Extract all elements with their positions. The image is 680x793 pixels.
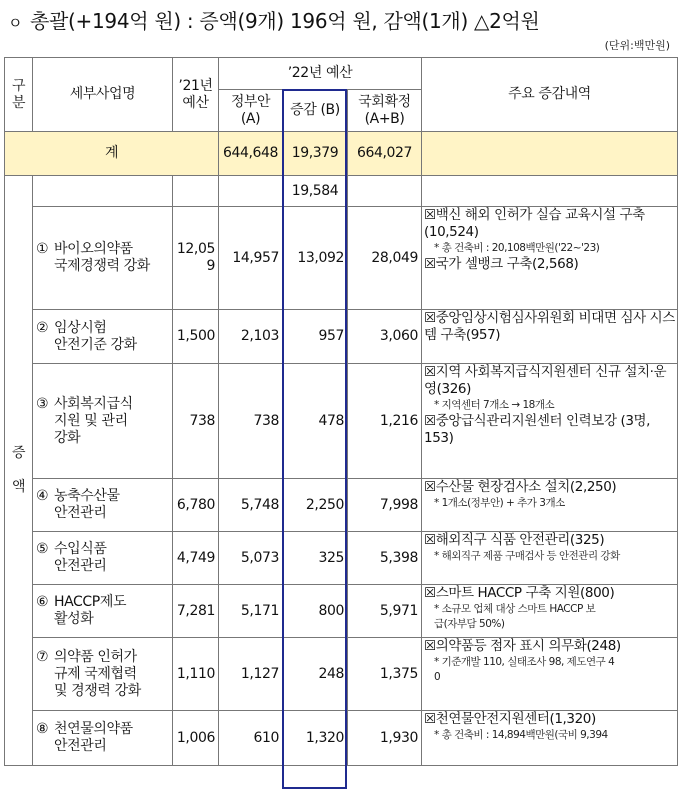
- cell-gov: 1,127: [219, 638, 283, 711]
- description-note: * 총 건축비 : 14,894백만원(국비 9,394: [434, 729, 608, 741]
- total-desc: [422, 132, 678, 176]
- cell-gov: 738: [219, 364, 283, 479]
- cell-change: 957: [283, 310, 348, 364]
- cell-final: 5,398: [348, 532, 422, 585]
- cell-gov: 5,748: [219, 479, 283, 532]
- cell-final: 1,930: [348, 711, 422, 766]
- cell-final: 7,998: [348, 479, 422, 532]
- header-final: 국회확정 (A+B): [348, 90, 422, 132]
- project-name-line: 바이오의약품: [54, 241, 133, 257]
- cell-change: 248: [283, 638, 348, 711]
- description-line: ☒국가 셀뱅크 구축(2,568): [424, 256, 579, 272]
- summary-heading: [8, 6, 678, 36]
- increase-group-label: 증 액: [5, 176, 33, 766]
- cell-gov: 5,073: [219, 532, 283, 585]
- cell-change: 1,320: [283, 711, 348, 766]
- item-number: ④: [36, 488, 49, 504]
- project-name-line: 활성화: [54, 611, 94, 627]
- project-name: [33, 638, 173, 711]
- description-note: 0: [434, 671, 441, 683]
- bullet-icon: ㅇ: [8, 14, 23, 32]
- project-name-line: 국제경쟁력 강화: [54, 258, 150, 274]
- cell-gov: 5,171: [219, 585, 283, 638]
- change-description: [422, 711, 678, 766]
- item-number: ①: [36, 241, 49, 257]
- header-category: 구분: [5, 58, 33, 132]
- item-number: ⑦: [36, 648, 49, 665]
- cell-prev: 7,281: [173, 585, 219, 638]
- description-line: ☒해외직구 식품 안전관리(325): [424, 532, 605, 548]
- project-name-line: HACCP제도: [54, 594, 127, 610]
- total-final: 664,027: [348, 132, 422, 176]
- project-name-line: 안전관리: [54, 738, 107, 754]
- description-note: * 총 건축비 : 20,108백만원('22~'23): [434, 242, 600, 254]
- change-description: [422, 364, 678, 479]
- cell-prev: 6,780: [173, 479, 219, 532]
- cell-gov: 2,103: [219, 310, 283, 364]
- description-note: * 소규모 업체 대상 스마트 HACCP 보: [434, 603, 596, 615]
- cell-final: 5,971: [348, 585, 422, 638]
- table-row: [5, 364, 678, 479]
- description-line: ☒지역 사회복지급식지원센터 신규 설치·운영(326): [424, 364, 667, 397]
- description-line: ☒중앙임상시험심사위원회 비대면 심사 시스템 구축(957): [424, 310, 675, 343]
- table-row: [5, 207, 678, 310]
- project-name: [33, 207, 173, 310]
- project-name-line: 지원 및 관리: [54, 412, 128, 429]
- increase-subtotal-change: 19,584: [283, 176, 348, 207]
- cell-gov: 14,957: [219, 207, 283, 310]
- change-description: [422, 310, 678, 364]
- cell-prev: 1,110: [173, 638, 219, 711]
- cell-change: 478: [283, 364, 348, 479]
- item-number: ⑧: [36, 721, 49, 737]
- table-row: [5, 479, 678, 532]
- increase-subtotal-row: [5, 176, 678, 207]
- item-number: ③: [36, 395, 49, 412]
- cell-final: 1,375: [348, 638, 422, 711]
- description-line: ☒천연물안전지원센터(1,320): [424, 711, 596, 727]
- description-note: * 해외직구 제품 구매검사 등 안전관리 강화: [434, 550, 620, 562]
- total-label: 계: [5, 132, 219, 176]
- total-row: [5, 132, 678, 176]
- cell-prev: 1,500: [173, 310, 219, 364]
- unit-label: (단위:백만원): [604, 39, 670, 52]
- item-number: ⑥: [36, 594, 49, 610]
- description-note: 급(자부담 50%): [434, 618, 505, 630]
- cell-change: 325: [283, 532, 348, 585]
- project-name-line: 수입식품: [54, 541, 107, 557]
- project-name-line: 임상시험: [54, 319, 107, 336]
- project-name-line: 강화: [54, 429, 81, 446]
- project-name-line: 사회복지급식: [54, 395, 133, 412]
- description-line: ☒의약품등 점자 표시 의무화(248): [424, 638, 621, 654]
- change-description: [422, 479, 678, 532]
- cell-prev: 1,006: [173, 711, 219, 766]
- description-note: * 지역센터 7개소 → 18개소: [434, 399, 555, 411]
- total-gov: 644,648: [219, 132, 283, 176]
- item-number: ⑤: [36, 541, 49, 557]
- table-row: [5, 310, 678, 364]
- change-description: [422, 207, 678, 310]
- project-name: [33, 532, 173, 585]
- header-gov: 정부안 (A): [219, 90, 283, 132]
- total-change: 19,379: [283, 132, 348, 176]
- project-name-line: 안전관리: [54, 505, 107, 521]
- cell-final: 1,216: [348, 364, 422, 479]
- change-description: [422, 532, 678, 585]
- project-name-line: 안전기준 강화: [54, 336, 137, 353]
- project-name-line: 안전관리: [54, 558, 107, 574]
- table-row: [5, 638, 678, 711]
- project-name-line: 및 경쟁력 강화: [54, 682, 141, 699]
- project-name-line: 의약품 인허가: [54, 648, 137, 665]
- cell-final: 3,060: [348, 310, 422, 364]
- header-budget-22: ’22년 예산: [219, 58, 422, 90]
- budget-table: [4, 57, 678, 766]
- project-name: [33, 711, 173, 766]
- change-description: [422, 638, 678, 711]
- description-line: ☒수산물 현장검사소 설치(2,250): [424, 479, 617, 495]
- project-name: [33, 479, 173, 532]
- project-name-line: 천연물의약품: [54, 721, 133, 737]
- cell-final: 28,049: [348, 207, 422, 310]
- header-change: 증감 (B): [283, 90, 348, 132]
- table-row: [5, 532, 678, 585]
- project-name: [33, 585, 173, 638]
- table-row: [5, 585, 678, 638]
- description-line: ☒스마트 HACCP 구축 지원(800): [424, 585, 615, 601]
- cell-change: 800: [283, 585, 348, 638]
- item-number: ②: [36, 319, 49, 336]
- description-line: ☒중앙급식관리지원센터 인력보강 (3명, 153): [424, 413, 651, 446]
- header-prev-budget: ’21년 예산: [173, 58, 219, 132]
- description-line: ☒백신 해외 인허가 실습 교육시설 구축(10,524): [424, 207, 645, 240]
- cell-gov: 610: [219, 711, 283, 766]
- header-desc: 주요 증감내역: [422, 58, 678, 132]
- cell-prev: 4,749: [173, 532, 219, 585]
- description-note: * 1개소(정부안) + 추가 3개소: [434, 497, 565, 509]
- header-project: 세부사업명: [33, 58, 173, 132]
- project-name-line: 규제 국제협력: [54, 665, 137, 682]
- project-name: [33, 364, 173, 479]
- table-row: [5, 711, 678, 766]
- change-description: [422, 585, 678, 638]
- summary-heading-text: 총괄(+194억 원) : 증액(9개) 196억 원, 감액(1개) △2억원: [30, 9, 540, 33]
- cell-prev: 738: [173, 364, 219, 479]
- project-name: [33, 310, 173, 364]
- project-name-line: 농축수산물: [54, 488, 120, 504]
- cell-change: 2,250: [283, 479, 348, 532]
- description-note: * 기준개발 110, 실태조사 98, 제도연구 4: [434, 656, 615, 668]
- cell-prev: 12,059: [173, 207, 219, 310]
- cell-change: 13,092: [283, 207, 348, 310]
